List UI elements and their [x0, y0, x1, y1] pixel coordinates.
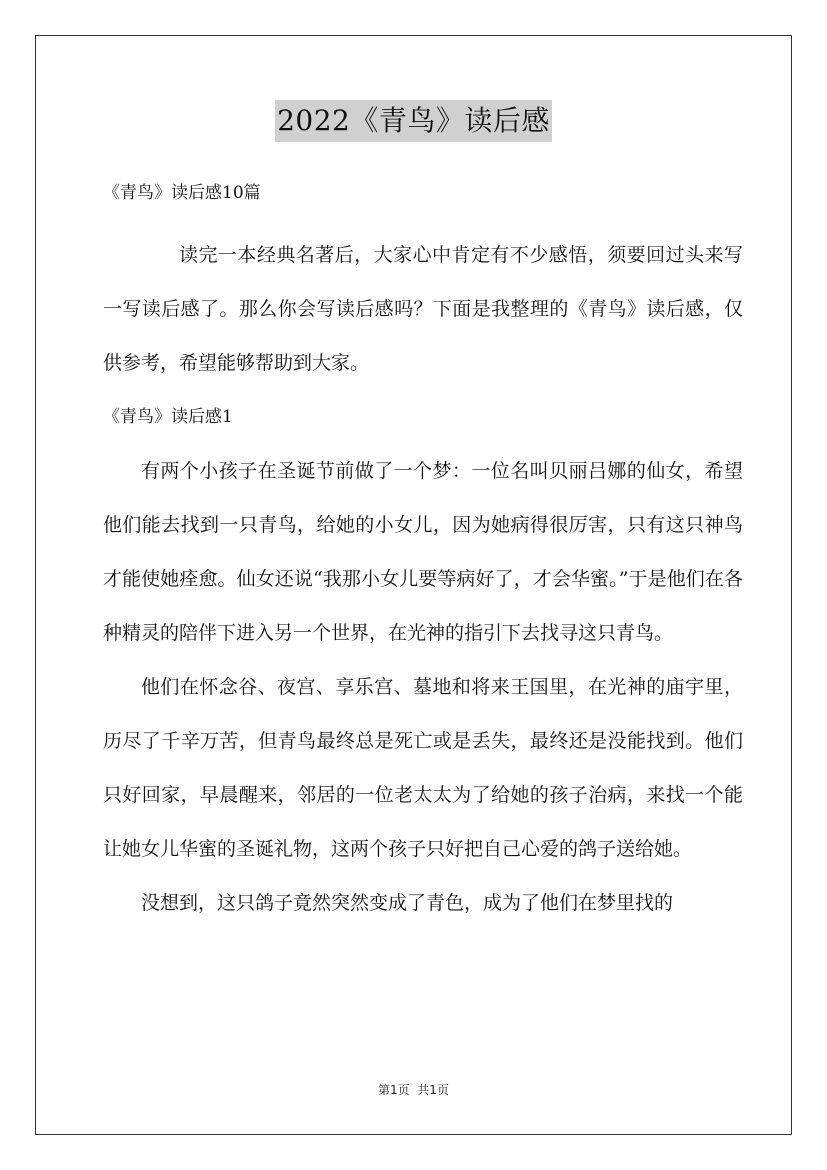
page-number-label: 第1页 共1页 [378, 1083, 449, 1097]
body-paragraph-1: 有两个小孩子在圣诞节前做了一个梦：一位名叫贝丽吕娜的仙女，希望他们能去找到一只青鸟，给她的小女儿，因为她病得很厉害，只有这只神鸟才能使她痊愈。仙女还说“我那小女儿要等病好了，才会华蜜。”于是他们在各种精灵的陪伴下进入另一个世界，在光神的指引下去找寻这只青鸟。 [103, 460, 743, 644]
title-container [0, 100, 827, 142]
document-subtitle: 《青鸟》读后感10篇 [103, 183, 261, 203]
document-body [103, 175, 743, 930]
page-footer [0, 1081, 827, 1098]
intro-paragraph: 读完一本经典名著后，大家心中肯定有不少感悟，须要回过头来写一写读后感了。那么你会写读后感吗？下面是我整理的《青鸟》读后感，仅供参考，希望能够帮助到大家。 [103, 244, 743, 374]
section-heading: 《青鸟》读后感1 [103, 407, 233, 427]
body-paragraph-3: 没想到，这只鸽子竟然突然变成了青色，成为了他们在梦里找的 [141, 892, 674, 914]
document-title: 2022《青鸟》读后感 [275, 100, 552, 142]
body-paragraph-2: 他们在怀念谷、夜宫、享乐宫、墓地和将来王国里，在光神的庙宇里，历尽了千辛万苦，但青鸟最终总是死亡或是丢失，最终还是没能找到。他们只好回家，早晨醒来，邻居的一位老太太为了给她的孩子治病，来找一个能让她女儿华蜜的圣诞礼物，这两个孩子只好把自己心爱的鸽子送给她。 [103, 676, 743, 860]
